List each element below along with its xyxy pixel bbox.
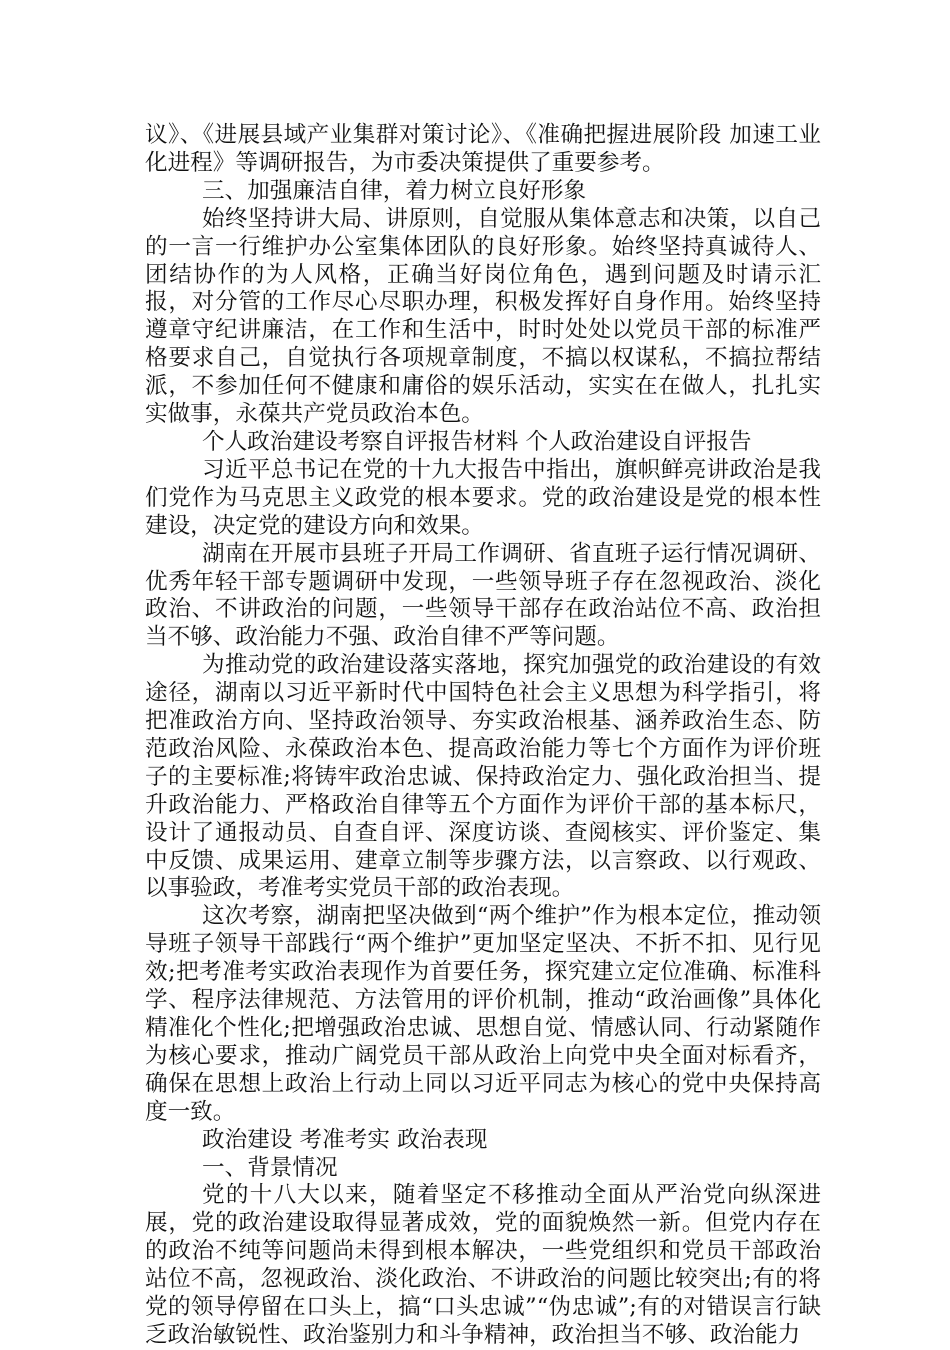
report-title: 个人政治建设考察自评报告材料 个人政治建设自评报告: [202, 428, 752, 455]
paragraph-hunan-findings: 湖南在开展市县班子开局工作调研、省直班子运行情况调研、优秀年轻干部专题调研中发现，一些领导班子存在忽视政治、淡化政治、不讲政治的问题，一些领导干部存在政治站位不高、政治担当不够、政治能力不强、政治自律不严等问题。: [145, 540, 821, 651]
paragraph-intro: 习近平总书记在党的十九大报告中指出，旗帜鲜亮讲政治是我们党作为马克思主义政党的根本要求。党的政治建设是党的根本性建设，决定党的建设方向和效果。: [145, 456, 821, 539]
keywords: 政治建设 考准考实 政治表现: [202, 1126, 488, 1153]
paragraph-background: 党的十八大以来，随着坚定不移推动全面从严治党向纵深进展，党的政治建设取得显著成效，党的面貌焕然一新。但党内存在的政治不纯等问题尚未得到根本解决，一些党组织和党员干部政治站位不高，忽视政治、淡化政治、不讲政治的问题比较突出;有的将党的领导停留在口头上，搞“口头忠诚”“伪忠诚”;有的对错误言行缺乏政治敏锐性、政治鉴别力和斗争精神，政治担当不够、政治能力: [145, 1182, 821, 1348]
paragraph-hunan-inspection: 这次考察，湖南把坚决做到“两个维护”作为根本定位，推动领导班子领导干部践行“两个维护”更加坚定坚决、不折不扣、见行见效;把考准考实政治表现作为首要任务，探究建立定位准确、标准科学、程序法律规范、方法管用的评价机制，推动“政治画像”具体化精准化个性化;把增强政治忠诚、思想自觉、情感认同、行动紧随作为核心要求，推动广阔党员干部从政治上向党中央全面对标看齐，确保在思想上政治上行动上同以习近平同志为核心的党中央保持高度一致。: [145, 903, 821, 1125]
section-heading-integrity: 三、加强廉洁自律，着力树立良好形象: [202, 177, 587, 204]
paragraph-hunan-method: 为推动党的政治建设落实落地，探究加强党的政治建设的有效途径，湖南以习近平新时代中国特色社会主义思想为科学指引，将把准政治方向、坚持政治领导、夯实政治根基、涵养政治生态、防范政治风险、永葆政治本色、提高政治能力等七个方面作为评价班子的主要标准;将铸牢政治忠诚、保持政治定力、强化政治担当、提升政治能力、严格政治自律等五个方面作为评价干部的基本标尺，设计了通报动员、自查自评、深度访谈、查阅核实、评价鉴定、集中反馈、成果运用、建章立制等步骤方法，以言察政、以行观政、以事验政，考准考实党员干部的政治表现。: [145, 652, 821, 902]
paragraph-integrity: 始终坚持讲大局、讲原则，自觉服从集体意志和决策，以自己的一言一行维护办公室集体团队的良好形象。始终坚持真诚待人、团结协作的为人风格，正确当好岗位角色，遇到问题及时请示汇报，对分管的工作尽心尽职办理，积极发挥好自身作用。始终坚持遵章守纪讲廉洁，在工作和生活中，时时处处以党员干部的标准严格要求自己，自觉执行各项规章制度，不搞以权谋私，不搞拉帮结派，不参加任何不健康和庸俗的娱乐活动，实实在在做人，扎扎实实做事，永葆共产党员政治本色。: [145, 205, 821, 428]
document-page: [145, 122, 821, 1350]
paragraph-continued: 议》、《进展县域产业集群对策讨论》、《准确把握进展阶段 加速工业化进程》等调研报告，为市委决策提供了重要参考。: [145, 122, 821, 176]
section-heading-background: 一、背景情况: [202, 1154, 338, 1181]
